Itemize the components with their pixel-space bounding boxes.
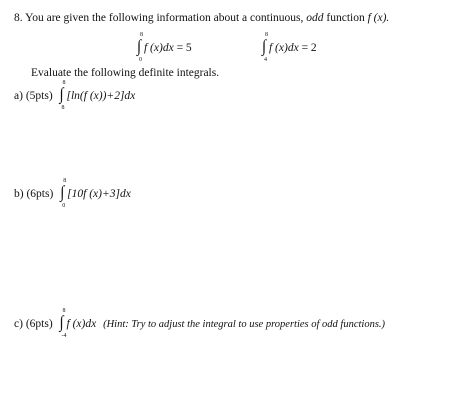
integrand: [10f (x)+3]dx: [67, 188, 131, 200]
integrand: [ln(f (x))+2]dx: [66, 90, 136, 102]
lower-limit: 8: [61, 105, 65, 111]
given-integral-1: [137, 32, 192, 63]
part-points: (6pts): [25, 318, 53, 330]
integrand: f (x)dx: [143, 42, 174, 54]
integral-sign: 8 ∫ -4: [59, 308, 67, 339]
integrand: f (x)dx: [268, 42, 299, 54]
upper-limit: 8: [62, 80, 66, 86]
integrand: f (x)dx: [66, 318, 97, 330]
problem-number: 8.: [14, 12, 23, 24]
integral-sign: 8 ∫ 4: [262, 32, 268, 63]
integral-sign: 8 ∫ 0: [60, 178, 67, 209]
lower-limit: 0: [62, 203, 66, 209]
part-label: a): [14, 90, 23, 102]
part-a: [14, 80, 136, 111]
problem-intro-text: You are given the following information about a continuous,: [25, 12, 304, 24]
upper-limit: 8: [62, 308, 66, 314]
equals-value: = 5: [176, 42, 192, 54]
part-points: (5pts): [25, 90, 53, 102]
part-label: c): [14, 318, 23, 330]
problem-intro-fx: f (x).: [367, 12, 390, 24]
problem-intro-odd: odd: [306, 12, 324, 24]
upper-limit: 8: [140, 32, 143, 38]
upper-limit: 8: [63, 178, 67, 184]
part-c: [14, 308, 386, 339]
hint-text: (Hint: Try to adjust the integral to use properties of odd functions.): [103, 319, 386, 330]
lower-limit: 4: [264, 57, 267, 63]
equals-value: = 2: [301, 42, 317, 54]
part-label: b): [14, 188, 24, 200]
part-points: (6pts): [26, 188, 54, 200]
instruction-text: Evaluate the following definite integrals.: [31, 67, 220, 79]
lower-limit: -4: [61, 333, 67, 339]
lower-limit: 0: [139, 57, 142, 63]
upper-limit: 8: [265, 32, 268, 38]
problem-intro-function: function: [326, 12, 365, 24]
problem-header: [14, 12, 389, 24]
part-b: [14, 178, 131, 209]
integral-sign: 8 ∫ 0: [137, 32, 143, 63]
given-integral-2: [262, 32, 317, 63]
integral-sign: 8 ∫ 8: [59, 80, 66, 111]
